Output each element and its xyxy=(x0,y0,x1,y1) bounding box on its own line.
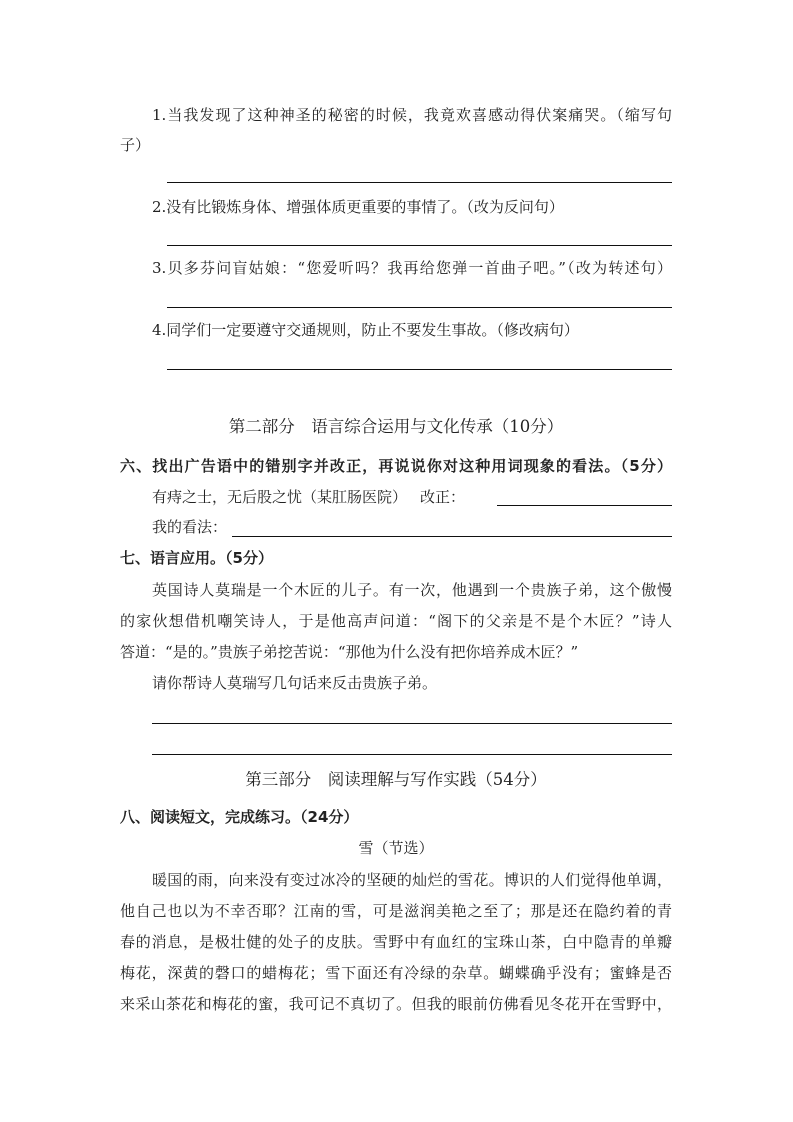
opinion-label: 我的看法： xyxy=(152,518,228,536)
answer-line-1[interactable] xyxy=(167,182,672,183)
ad-slogan: 有痔之士，无后股之忧（某肛肠医院） xyxy=(152,488,408,506)
question-3: 3.贝多芬问盲姑娘：“您爱听吗？我再给您弹一首曲子吧。”（改为转述句） xyxy=(152,259,672,277)
passage-line: 春的消息，是极壮健的处子的皮肤。雪野中有血红的宝珠山茶，白中隐青的单瓣 xyxy=(120,933,672,951)
part2-heading: 第二部分 语言综合运用与文化传承（10分） xyxy=(228,417,564,436)
part3-heading: 第三部分 阅读理解与写作实践（54分） xyxy=(245,770,547,789)
question-1-continued: 子） xyxy=(120,136,151,154)
answer-line-7a[interactable] xyxy=(152,723,672,724)
correction-label: 改正： xyxy=(420,488,466,506)
q7-text-line: 英国诗人莫瑞是一个木匠的儿子。有一次，他遇到一个贵族子弟，这个傲慢 xyxy=(152,581,672,599)
q7-text-line: 的家伙想借机嘲笑诗人，于是他高声问道：“阁下的父亲是不是个木匠？”诗人 xyxy=(120,612,672,630)
q7-text-line: 答道：“是的。”贵族子弟挖苦说：“那他为什么没有把你培养成木匠？” xyxy=(120,643,579,661)
question-7-title: 七、语言应用。（5分） xyxy=(120,549,273,567)
q7-prompt: 请你帮诗人莫瑞写几句话来反击贵族子弟。 xyxy=(152,674,438,692)
passage-line: 他自己也以为不幸否耶？江南的雪，可是滋润美艳之至了；那是还在隐约着的青 xyxy=(120,902,672,920)
passage-line: 梅花，深黄的磬口的蜡梅花；雪下面还有冷绿的杂草。蝴蝶确乎没有；蜜蜂是否 xyxy=(120,964,672,982)
correction-line[interactable] xyxy=(497,505,672,506)
question-1: 1.当我发现了这种神圣的秘密的时候，我竟欢喜感动得伏案痛哭。（缩写句 xyxy=(152,106,672,124)
answer-line-4[interactable] xyxy=(167,369,672,370)
question-2: 2.没有比锻炼身体、增强体质更重要的事情了。（改为反问句） xyxy=(152,198,564,216)
passage-title: 雪（节选） xyxy=(358,839,434,857)
question-4: 4.同学们一定要遵守交通规则，防止不要发生事故。（修改病句） xyxy=(152,321,579,339)
answer-line-2[interactable] xyxy=(167,245,672,246)
opinion-line[interactable] xyxy=(232,536,672,537)
question-6-title: 六、找出广告语中的错别字并改正，再说说你对这种用词现象的看法。（5分） xyxy=(120,457,672,475)
question-8-title: 八、阅读短文，完成练习。（24分） xyxy=(120,808,359,826)
passage-line: 暖国的雨，向来没有变过冰冷的坚硬的灿烂的雪花。博识的人们觉得他单调， xyxy=(152,871,672,889)
answer-line-7b[interactable] xyxy=(152,754,672,755)
passage-line: 来采山茶花和梅花的蜜，我可记不真切了。但我的眼前仿佛看见冬花开在雪野中， xyxy=(120,995,672,1013)
answer-line-3[interactable] xyxy=(167,307,672,308)
